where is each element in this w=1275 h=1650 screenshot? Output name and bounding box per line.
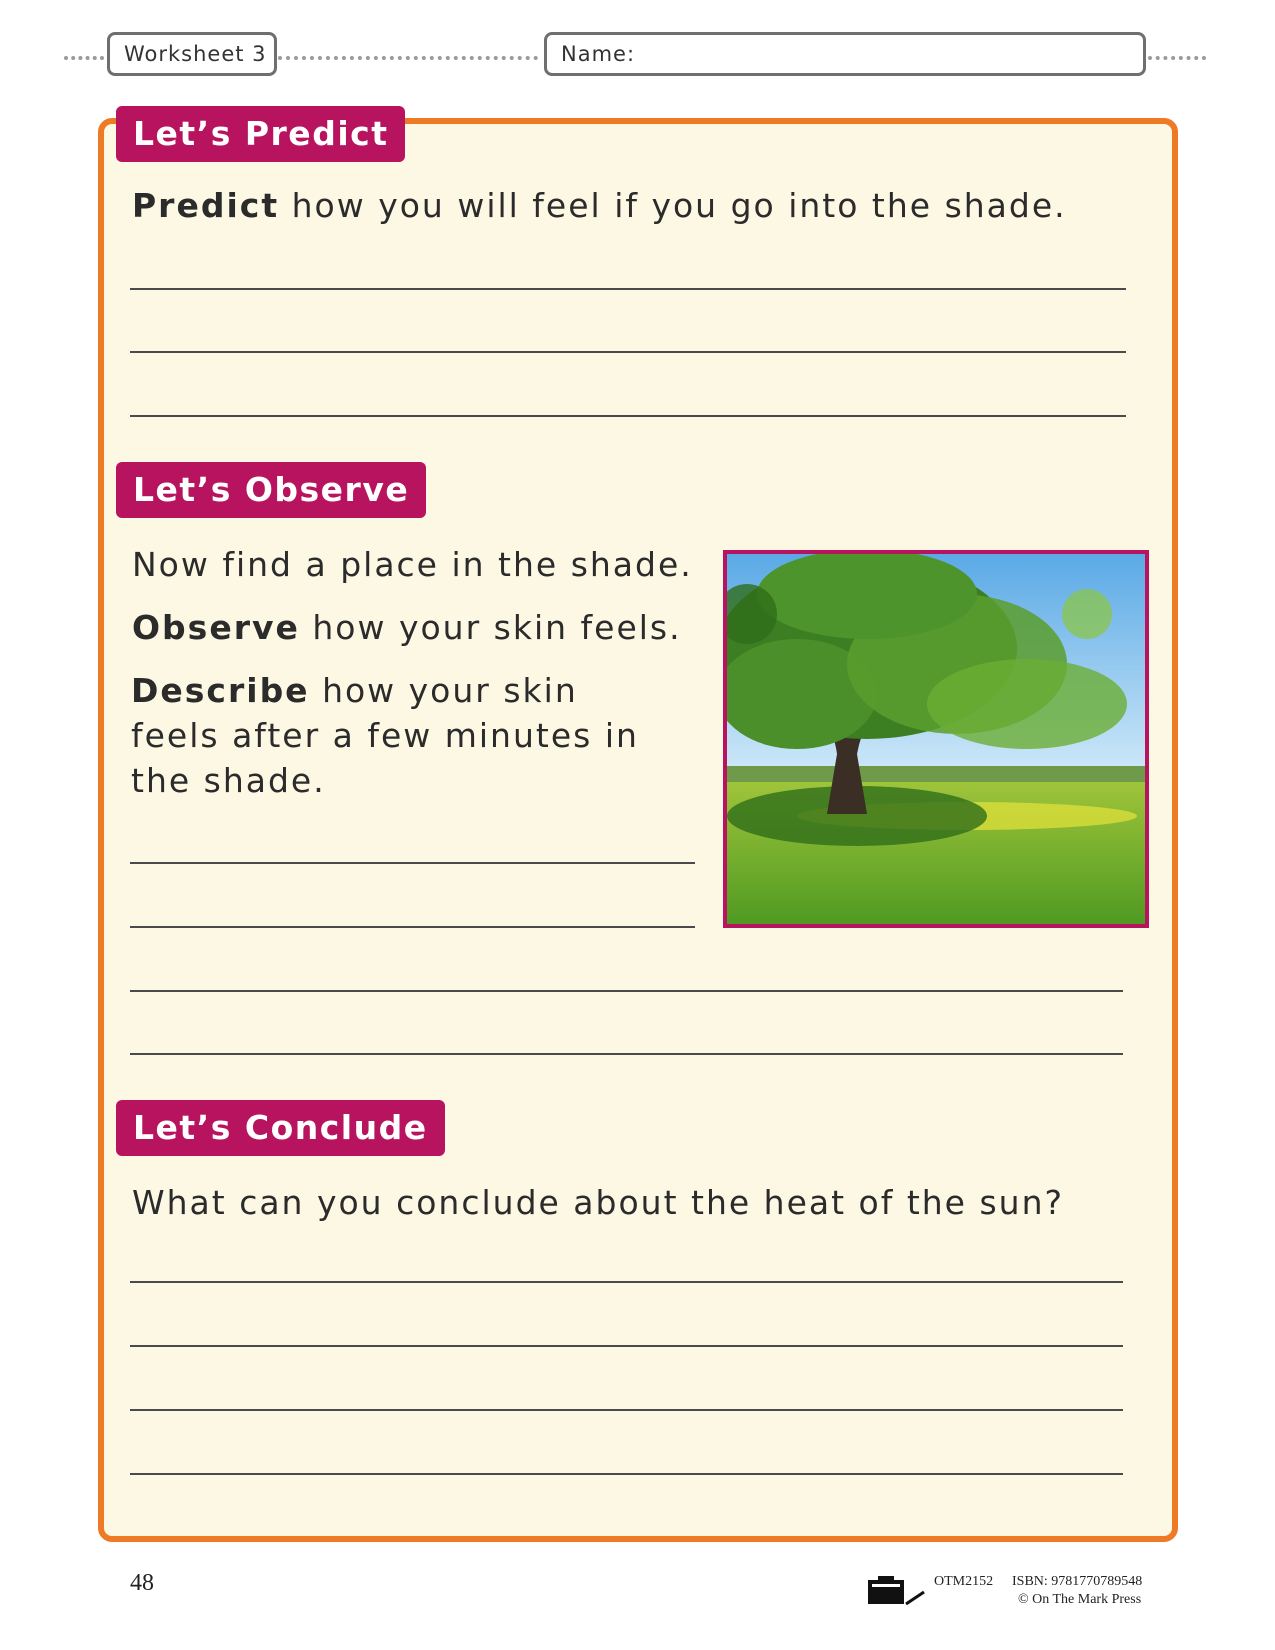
header-dots-left [64, 56, 104, 60]
header-dots-middle [278, 56, 538, 60]
isbn: ISBN: 9781770789548 [1012, 1574, 1143, 1589]
describe-text: how your skin feels after a few minutes in the shade. [131, 671, 639, 800]
publisher-logo-icon [866, 1574, 928, 1612]
predict-keyword: Predict [132, 186, 280, 225]
observe-answer-line-1[interactable] [130, 862, 695, 864]
observe-answer-line-4[interactable] [130, 1053, 1123, 1055]
conclude-answer-line-4[interactable] [130, 1473, 1123, 1475]
describe-keyword: Describe [131, 671, 310, 710]
predict-prompt [132, 186, 1067, 225]
copyright: © On The Mark Press [1018, 1592, 1142, 1607]
observe-heading: Let’s Observe [116, 462, 426, 518]
observe-keyword: Observe [132, 608, 300, 647]
observe-answer-line-2[interactable] [130, 926, 695, 928]
header-dots-right [1148, 56, 1206, 60]
predict-answer-line-3[interactable] [130, 415, 1126, 417]
conclude-answer-line-1[interactable] [130, 1281, 1123, 1283]
tree-in-field-photo [723, 550, 1149, 928]
observe-text: how your skin feels. [299, 608, 682, 647]
observe-instruction-1: Now find a place in the shade. [132, 545, 693, 584]
conclude-heading: Let’s Conclude [116, 1100, 445, 1156]
page-number: 48 [130, 1570, 154, 1596]
predict-answer-line-1[interactable] [130, 288, 1126, 290]
conclude-prompt: What can you conclude about the heat of the sun? [132, 1183, 1065, 1222]
conclude-answer-line-2[interactable] [130, 1345, 1123, 1347]
predict-answer-line-2[interactable] [130, 351, 1126, 353]
conclude-answer-line-3[interactable] [130, 1409, 1123, 1411]
observe-answer-line-3[interactable] [130, 990, 1123, 992]
predict-prompt-text: how you will feel if you go into the shade. [279, 186, 1067, 225]
worksheet-label: Worksheet 3 [107, 32, 277, 76]
name-label: Name: [561, 42, 636, 66]
observe-instruction-3 [131, 668, 676, 803]
predict-heading: Let’s Predict [116, 106, 405, 162]
name-field[interactable] [544, 32, 1146, 76]
observe-instruction-2 [132, 608, 682, 647]
product-code: OTM2152 [934, 1574, 994, 1589]
